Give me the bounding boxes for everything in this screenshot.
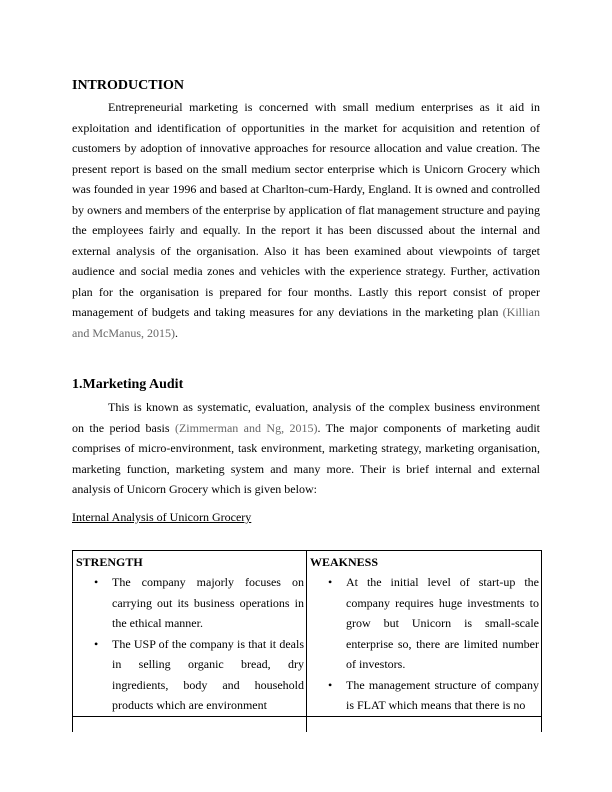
weakness-item: • At the initial level of start-up the company requires huge investments to grow but Unicorn is small-scale enterprise so, there are limited number of investors. [346, 572, 539, 675]
swot-table [72, 550, 542, 732]
introduction-heading: INTRODUCTION [72, 78, 185, 93]
audit-text-before: This is known as systematic, evaluation, analysis of the complex business environment on the period basis [72, 400, 540, 435]
internal-analysis-subheading: Internal Analysis of Unicorn Grocery [72, 510, 252, 524]
weakness-cell [307, 551, 542, 733]
marketing-audit-heading: 1.Marketing Audit [72, 377, 184, 392]
audit-text-after: . The major components of marketing audit comprises of micro-environment, task environment, marketing strategy, marketing organisation, marketing function, marketing system and many more. Their is brief internal and external analysis of Unicorn Grocery which is given below: [72, 420, 540, 496]
introduction-period: . [174, 325, 178, 340]
introduction-paragraph [72, 97, 540, 343]
introduction-citation: (Killian and McManus, 2015) [72, 305, 540, 340]
weakness-item: • The management structure of company is FLAT which means that there is no [346, 675, 539, 716]
strength-item: • The USP of the company is that it deals in selling organic bread, dry ingredients, body and household products which are environment [112, 634, 304, 716]
weakness-header: WEAKNESS [310, 555, 379, 569]
strength-list [76, 572, 304, 716]
strength-header: STRENGTH [76, 555, 143, 569]
table-bottom-border [72, 716, 541, 717]
audit-citation: (Zimmerman and Ng, 2015) [174, 420, 318, 435]
marketing-audit-paragraph [72, 397, 540, 500]
weakness-list [310, 572, 539, 716]
strength-item: • The company majorly focuses on carrying out its business operations in the ethical manner. [112, 572, 304, 634]
strength-cell [73, 551, 307, 733]
introduction-text: Entrepreneurial marketing is concerned with small medium enterprises as it aid in exploitation and identification of opportunities in the market for acquisition and retention of customers by adoption of innovative approaches for resource allocation and value creation. The present report is based on the small medium sector enterprise which is Unicorn Grocery which was founded in year 1996 and based at Charlton-cum-Hardy, England. It is owned and controlled by owners and members of the enterprise by application of flat management structure and paying the employees fairly and equally. In the report it has been discussed about the internal and external analysis of the organisation. Also it has been examined about viewpoints of target audience and social media zones and vehicles with the experience strategy. Further, activation plan for the organisation is prepared for four months. Lastly this report consist of proper management of budgets and taking measures for any deviations in the marketing plan [72, 100, 540, 319]
